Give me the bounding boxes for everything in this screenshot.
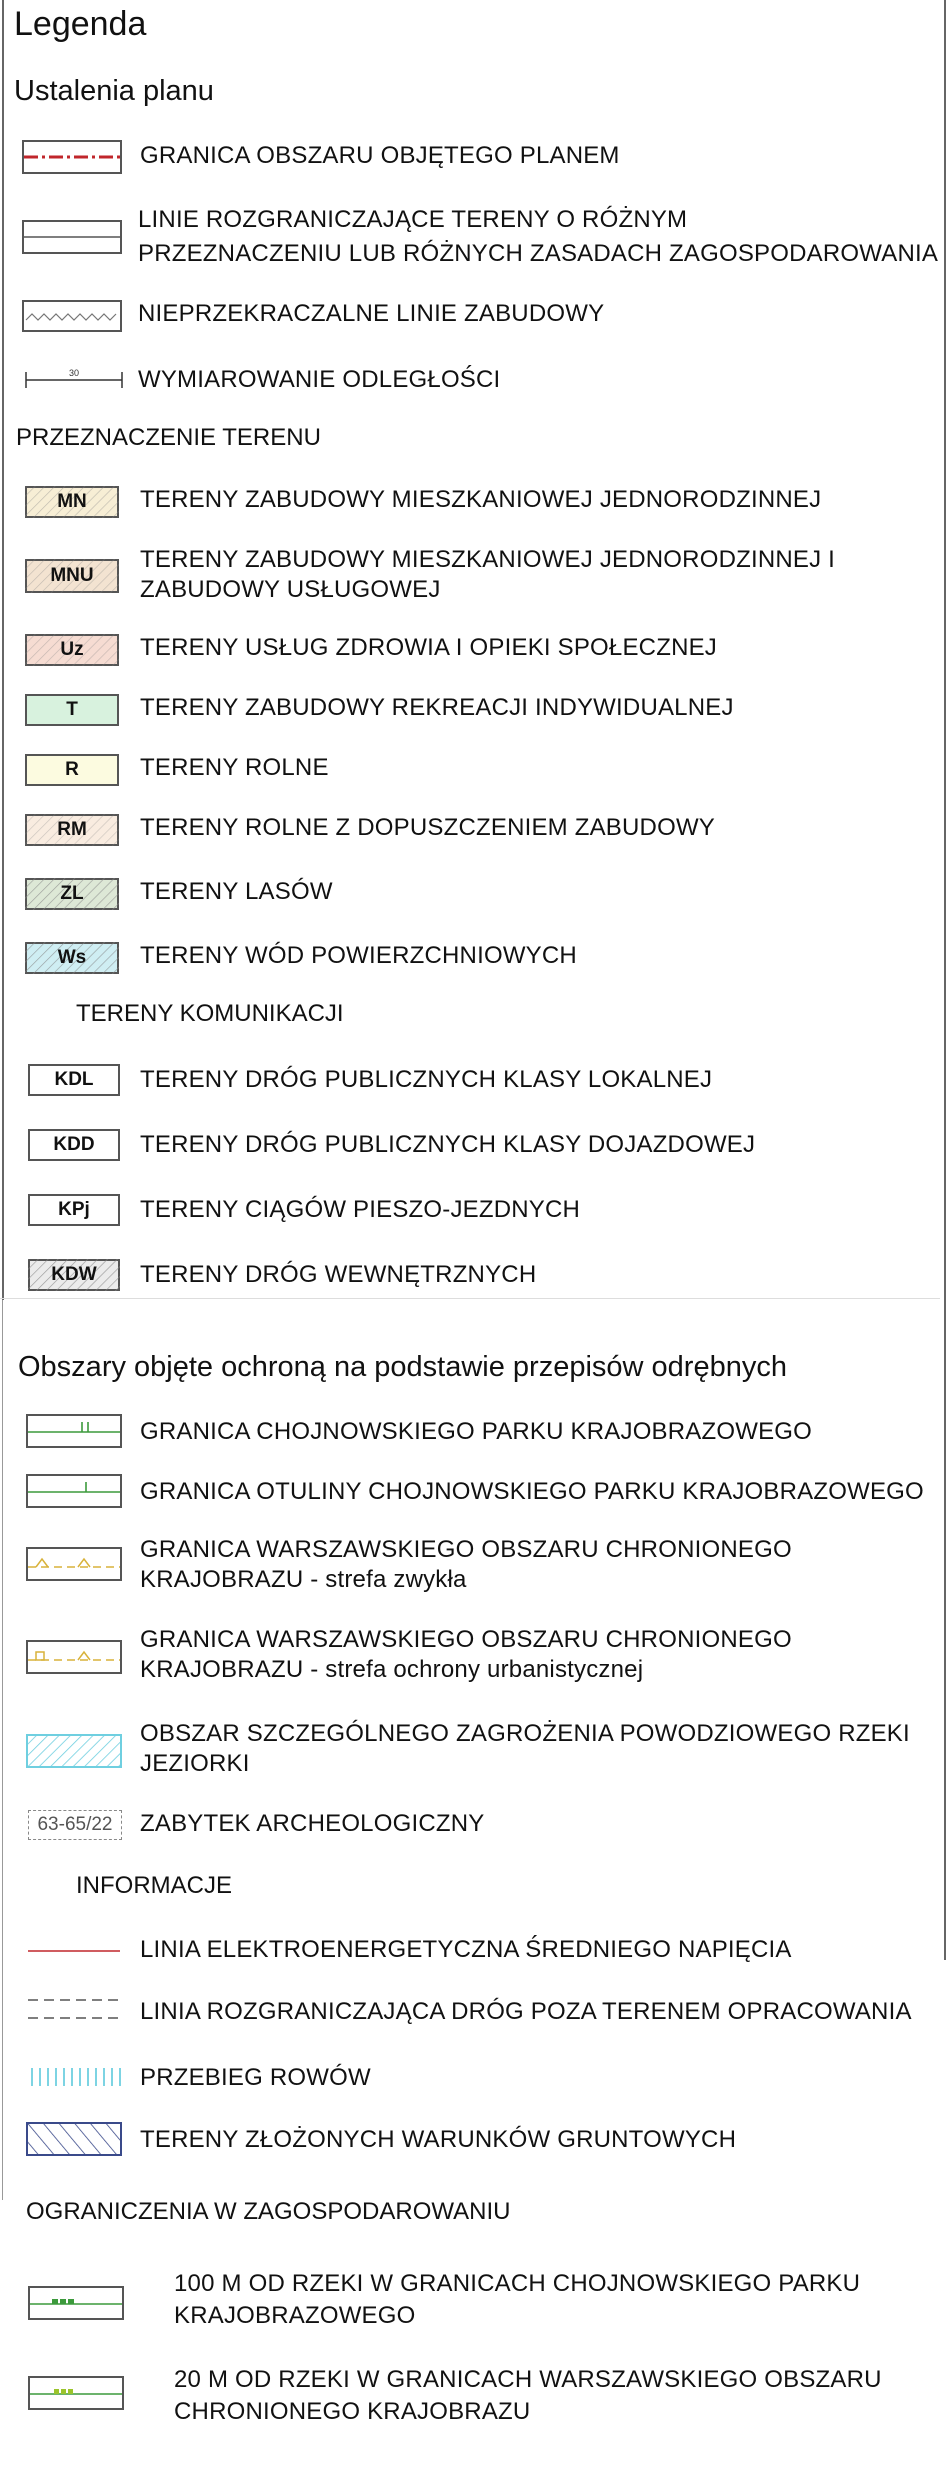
flood-zone-icon: [26, 1734, 122, 1768]
river-100m-icon: [28, 2286, 124, 2320]
archaeology-icon: 63-65/22: [28, 1810, 122, 1840]
road-symbol-kdd: KDD: [28, 1129, 120, 1161]
protected-zone-normal-icon: [26, 1547, 122, 1581]
legend-left-border: [2, 1300, 3, 2200]
buffer-boundary-icon: [26, 1474, 122, 1508]
power-line-icon: [26, 1946, 122, 1956]
legend-label: WYMIAROWANIE ODLEGŁOŚCI: [138, 366, 501, 393]
legend-label: LINIA ELEKTROENERGETYCZNA ŚREDNIEGO NAPIĘCIA: [140, 1936, 792, 1963]
legend-label: TERENY ZABUDOWY REKREACJI INDYWIDUALNEJ: [140, 694, 734, 721]
plan-boundary-icon: [22, 140, 122, 174]
road-symbol-kpj: KPj: [28, 1194, 120, 1226]
land-symbol-rm: RM: [25, 814, 119, 846]
land-symbol-mn: MN: [25, 486, 119, 518]
legend-label: TERENY DRÓG PUBLICZNYCH KLASY DOJAZDOWEJ: [140, 1131, 756, 1158]
section-heading-info: INFORMACJE: [76, 1872, 232, 1899]
legend-label: TERENY ZŁOŻONYCH WARUNKÓW GRUNTOWYCH: [140, 2126, 737, 2153]
section-heading-plan: Ustalenia planu: [14, 75, 214, 107]
section-heading-purpose: PRZEZNACZENIE TERENU: [16, 424, 321, 451]
legend-label: GRANICA CHOJNOWSKIEGO PARKU KRAJOBRAZOWEGO: [140, 1418, 813, 1445]
land-symbol-r: R: [25, 754, 119, 786]
legend-label: KRAJOBRAZU - strefa zwykła: [140, 1566, 467, 1593]
external-road-line-icon: [26, 1994, 122, 2024]
legend-label: GRANICA OBSZARU OBJĘTEGO PLANEM: [140, 142, 620, 169]
divider: [0, 1298, 940, 1299]
legend-label: ZABYTEK ARCHEOLOGICZNY: [140, 1810, 485, 1837]
legend-label: KRAJOBRAZU - strefa ochrony urbanistycznej: [140, 1656, 644, 1683]
legend-label: TERENY WÓD POWIERZCHNIOWYCH: [140, 942, 577, 969]
legend-label: TERENY USŁUG ZDROWIA I OPIEKI SPOŁECZNEJ: [140, 634, 718, 661]
road-symbol-kdw: KDW: [28, 1259, 120, 1291]
ditch-icon: [26, 2066, 122, 2088]
legend-right-border: [944, 0, 946, 1960]
land-symbol-uz: Uz: [25, 634, 119, 666]
land-symbol-mnu: MNU: [25, 559, 119, 593]
legend-label: TERENY ZABUDOWY MIESZKANIOWEJ JEDNORODZINNEJ I: [140, 546, 836, 573]
section-heading-transport: TERENY KOMUNIKACJI: [76, 1000, 344, 1027]
legend-label: OBSZAR SZCZEGÓLNEGO ZAGROŻENIA POWODZIOWEGO RZEKI: [140, 1720, 910, 1747]
legend-label: TERENY ZABUDOWY MIESZKANIOWEJ JEDNORODZINNEJ: [140, 486, 822, 513]
legend-label: JEZIORKI: [140, 1750, 250, 1777]
legend-label: TERENY ROLNE Z DOPUSZCZENIEM ZABUDOWY: [140, 814, 716, 841]
legend-label: GRANICA WARSZAWSKIEGO OBSZARU CHRONIONEGO: [140, 1626, 792, 1653]
legend-label: GRANICA OTULINY CHOJNOWSKIEGO PARKU KRAJOBRAZOWEGO: [140, 1478, 924, 1505]
legend-label: TERENY DRÓG WEWNĘTRZNYCH: [140, 1261, 537, 1288]
demarcation-line-icon: [22, 220, 122, 254]
legend-label: PRZEBIEG ROWÓW: [140, 2064, 371, 2091]
legend-label: 100 M OD RZEKI W GRANICACH CHOJNOWSKIEGO PARKU: [174, 2270, 861, 2297]
section-heading-limits: OGRANICZENIA W ZAGOSPODAROWANIU: [26, 2198, 511, 2225]
section-heading-protection: Obszary objęte ochroną na podstawie przepisów odrębnych: [18, 1351, 787, 1383]
legend-label: KRAJOBRAZOWEGO: [174, 2302, 416, 2329]
legend-left-border: [2, 0, 4, 1300]
dimension-value: 30: [68, 368, 80, 378]
legend-label: TERENY ROLNE: [140, 754, 329, 781]
protected-zone-urban-icon: [26, 1640, 122, 1674]
legend-label: GRANICA WARSZAWSKIEGO OBSZARU CHRONIONEGO: [140, 1536, 792, 1563]
river-20m-icon: [28, 2376, 124, 2410]
legend-label: TERENY LASÓW: [140, 878, 333, 905]
legend-label: ZABUDOWY USŁUGOWEJ: [140, 576, 441, 603]
park-boundary-icon: [26, 1414, 122, 1448]
land-symbol-ws: Ws: [25, 942, 119, 974]
land-symbol-zl: ZL: [25, 878, 119, 910]
legend-title: Legenda: [14, 5, 147, 43]
dimension-icon: [22, 364, 126, 394]
legend-label: 20 M OD RZEKI W GRANICACH WARSZAWSKIEGO OBSZARU: [174, 2366, 882, 2393]
legend-label: LINIA ROZGRANICZAJĄCA DRÓG POZA TERENEM OPRACOWANIA: [140, 1998, 912, 2025]
building-line-icon: [22, 300, 122, 332]
road-symbol-kdl: KDL: [28, 1064, 120, 1096]
difficult-ground-icon: [26, 2122, 122, 2156]
legend-label: NIEPRZEKRACZALNE LINIE ZABUDOWY: [138, 300, 605, 327]
legend-label: TERENY CIĄGÓW PIESZO-JEZDNYCH: [140, 1196, 581, 1223]
legend-label: CHRONIONEGO KRAJOBRAZU: [174, 2398, 531, 2425]
legend-label: LINIE ROZGRANICZAJĄCE TERENY O RÓŻNYM: [138, 206, 688, 233]
land-symbol-t: T: [25, 694, 119, 726]
legend-label: TERENY DRÓG PUBLICZNYCH KLASY LOKALNEJ: [140, 1066, 713, 1093]
legend-label: PRZEZNACZENIU LUB RÓŻNYCH ZASADACH ZAGOSPODAROWANIA: [138, 240, 939, 267]
